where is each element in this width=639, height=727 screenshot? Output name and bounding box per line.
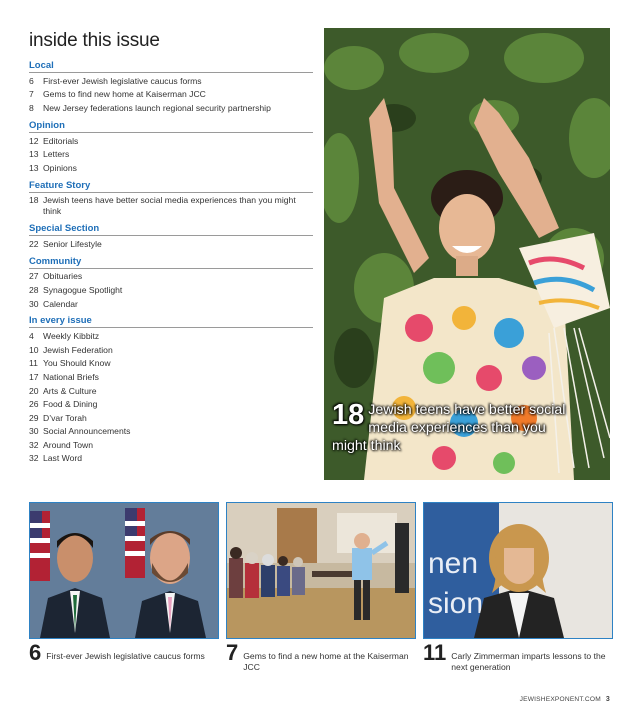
toc-item[interactable]: 8 New Jersey federations launch regional security partnership: [29, 102, 271, 113]
zimmerman-photo-illustration: [424, 503, 612, 638]
section-heading-local: Local: [29, 60, 313, 73]
gems-photo-illustration: [227, 503, 415, 638]
footer-site[interactable]: JEWISHEXPONENT.COM: [519, 696, 601, 703]
toc-item[interactable]: 28 Synagogue Spotlight: [29, 284, 123, 295]
card-caption-text: Carly Zimmerman imparts lessons to the next generation: [451, 651, 606, 672]
section-heading-opinion: Opinion: [29, 120, 313, 133]
card-photo-gems[interactable]: [226, 502, 416, 639]
sign-text-line-1: nen: [428, 547, 479, 580]
toc-item[interactable]: 13 Letters: [29, 149, 70, 160]
hero-feature-photo[interactable]: [324, 28, 610, 480]
section-heading-special-section: Special Section: [29, 223, 313, 236]
toc-item[interactable]: 12 Editorials: [29, 135, 79, 146]
card-caption-gems: [226, 640, 416, 673]
toc-item[interactable]: 10 Jewish Federation: [29, 344, 113, 355]
toc-item[interactable]: 30 Social Announcements: [29, 426, 131, 437]
toc-item[interactable]: 17 National Briefs: [29, 371, 99, 382]
toc-item[interactable]: 26 Food & Dining: [29, 399, 98, 410]
card-photo-zimmerman[interactable]: [423, 502, 613, 639]
toc-item[interactable]: 32 Around Town: [29, 439, 94, 450]
page-footer: [520, 696, 610, 703]
toc-item[interactable]: 13 Opinions: [29, 162, 77, 173]
card-caption-text: Gems to find a new home at the Kaiserman JCC: [243, 651, 409, 672]
toc-item[interactable]: 29 D’var Torah: [29, 412, 87, 423]
sign-text-line-2: sion: [428, 587, 484, 620]
card-page-number: 11: [423, 640, 447, 665]
toc-item[interactable]: 11 You Should Know: [29, 358, 111, 369]
card-caption-zimmerman: [423, 640, 613, 673]
toc-item[interactable]: 27 Obituaries: [29, 271, 83, 282]
section-heading-community: Community: [29, 256, 313, 269]
hero-caption-text: Jewish teens have better social media experiences than you might think: [332, 402, 566, 454]
table-of-contents: [29, 60, 313, 464]
card-page-number: 7: [226, 640, 239, 665]
toc-item[interactable]: 20 Arts & Culture: [29, 385, 97, 396]
hero-page-number: 18: [332, 399, 365, 431]
hero-caption: [332, 401, 582, 455]
toc-item[interactable]: 32 Last Word: [29, 453, 83, 464]
toc-item[interactable]: 4 Weekly Kibbitz: [29, 331, 100, 342]
card-page-number: 6: [29, 640, 42, 665]
caucus-photo-illustration: [30, 503, 218, 638]
toc-item[interactable]: 30 Calendar: [29, 298, 78, 309]
section-heading-in-every-issue: In every issue: [29, 315, 313, 328]
card-caption-caucus: [29, 640, 219, 665]
footer-page-number: 3: [605, 696, 610, 703]
toc-item[interactable]: 6 First-ever Jewish legislative caucus forms: [29, 75, 202, 86]
toc-item[interactable]: 18 Jewish teens have better social media experiences than you might think: [29, 195, 296, 217]
section-heading-feature-story: Feature Story: [29, 180, 313, 193]
page-title: inside this issue: [29, 30, 160, 51]
card-photo-caucus[interactable]: [29, 502, 219, 639]
toc-item[interactable]: 7 Gems to find new home at Kaiserman JCC: [29, 89, 206, 100]
toc-item[interactable]: 22 Senior Lifestyle: [29, 238, 102, 249]
card-caption-text: First-ever Jewish legislative caucus forms: [46, 651, 205, 661]
